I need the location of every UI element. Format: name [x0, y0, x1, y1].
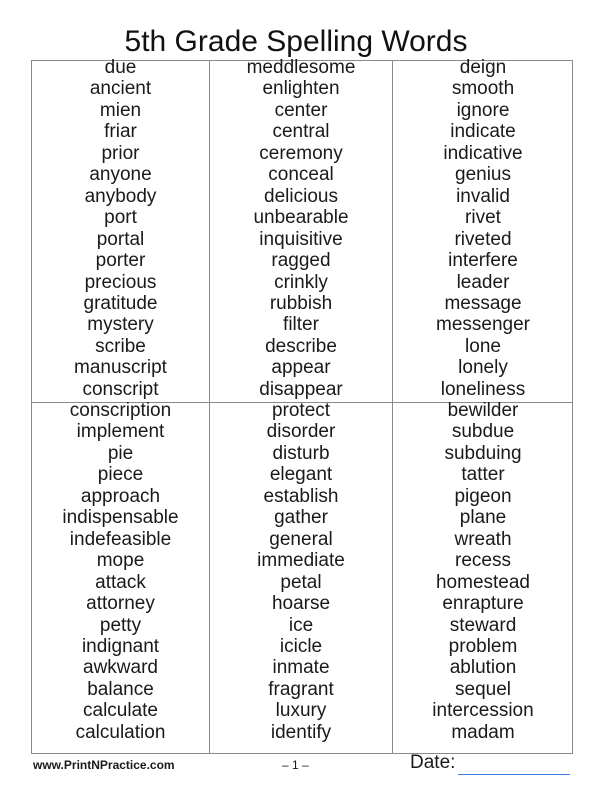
spelling-word: indignant	[81, 635, 160, 657]
spelling-word: attorney	[86, 593, 155, 615]
footer-website: www.PrintNPractice.com	[33, 758, 175, 772]
spelling-word: tatter	[461, 464, 505, 486]
spelling-word: ice	[288, 614, 314, 636]
spelling-word: prior	[101, 142, 140, 164]
spelling-word: disappear	[259, 378, 343, 400]
spelling-word: intercession	[432, 700, 534, 722]
spelling-word: establish	[263, 485, 339, 507]
spelling-word: calculation	[75, 721, 166, 743]
spelling-word: petty	[99, 614, 142, 636]
spelling-word: madam	[451, 721, 515, 743]
spelling-word: luxury	[275, 700, 327, 722]
spelling-word: smooth	[451, 78, 515, 100]
spelling-word: calculate	[83, 700, 158, 722]
spelling-word: subduing	[444, 442, 522, 464]
spelling-word: indispensable	[62, 507, 179, 529]
spelling-word: bewilder	[447, 400, 519, 421]
spelling-word: plane	[459, 507, 507, 529]
spelling-word: piece	[97, 464, 144, 486]
spelling-word: message	[444, 292, 522, 314]
spelling-word: indicate	[450, 121, 516, 143]
footer-page-number: – 1 –	[282, 758, 309, 772]
spelling-word: anyone	[89, 164, 152, 186]
spelling-word: conceal	[268, 164, 334, 186]
spelling-word: fragrant	[268, 678, 334, 700]
spelling-word: rubbish	[269, 292, 333, 314]
spelling-word: enrapture	[442, 593, 524, 615]
spelling-word: pie	[107, 442, 134, 464]
spelling-word: manuscript	[74, 357, 167, 379]
spelling-word: mien	[99, 99, 142, 121]
spelling-word: rivet	[465, 207, 501, 229]
spelling-word: unbearable	[253, 207, 349, 229]
spelling-word: deign	[459, 57, 507, 78]
spelling-word: port	[104, 207, 137, 229]
spelling-word: immediate	[257, 550, 345, 572]
spelling-word: general	[269, 528, 333, 550]
date-underline[interactable]	[458, 774, 570, 775]
spelling-word: mope	[96, 550, 145, 572]
spelling-word: approach	[80, 485, 161, 507]
spelling-word: indefeasible	[69, 528, 172, 550]
spelling-word: inquisitive	[259, 228, 343, 250]
spelling-word: ancient	[89, 78, 152, 100]
spelling-word: due	[104, 57, 137, 78]
spelling-word: filter	[283, 314, 319, 336]
spelling-word: pigeon	[454, 485, 512, 507]
spelling-word: hoarse	[271, 593, 331, 615]
spelling-word: enlighten	[262, 78, 340, 100]
spelling-word: anybody	[84, 185, 157, 207]
spelling-word: protect	[271, 400, 331, 421]
spelling-word: ragged	[271, 250, 331, 272]
spelling-word: elegant	[269, 464, 333, 486]
spelling-word: inmate	[272, 657, 330, 679]
spelling-word: genius	[455, 164, 511, 186]
spelling-word: homestead	[435, 571, 530, 593]
spelling-word: messenger	[436, 314, 530, 336]
spelling-words-grid	[31, 57, 573, 754]
spelling-word: indicative	[443, 142, 523, 164]
spelling-word: riveted	[454, 228, 512, 250]
spelling-word: icicle	[279, 635, 323, 657]
spelling-word: conscription	[69, 400, 172, 421]
spelling-word: identify	[270, 721, 332, 743]
spelling-word: appear	[271, 357, 331, 379]
spelling-word: disorder	[266, 421, 336, 443]
spelling-word: friar	[104, 121, 137, 143]
spelling-word: portal	[96, 228, 145, 250]
spelling-word: problem	[448, 635, 518, 657]
spelling-word: leader	[456, 271, 510, 293]
spelling-word: gratitude	[83, 292, 158, 314]
spelling-word: precious	[84, 271, 157, 293]
spelling-word: delicious	[264, 185, 338, 207]
spelling-word: ceremony	[259, 142, 343, 164]
spelling-word: crinkly	[274, 271, 328, 293]
spelling-word: gather	[274, 507, 328, 529]
spelling-word: central	[272, 121, 330, 143]
spelling-word: sequel	[455, 678, 511, 700]
spelling-word: awkward	[83, 657, 158, 679]
spelling-word: recess	[455, 550, 511, 572]
spelling-word: balance	[87, 678, 154, 700]
spelling-word: ignore	[456, 99, 510, 121]
spelling-word: loneliness	[440, 378, 526, 400]
spelling-word: subdue	[451, 421, 515, 443]
spelling-word: steward	[449, 614, 517, 636]
spelling-word: wreath	[454, 528, 512, 550]
spelling-word: lonely	[458, 357, 508, 379]
spelling-word: meddlesome	[246, 57, 356, 78]
spelling-word: describe	[265, 335, 337, 357]
spelling-word: conscript	[82, 378, 159, 400]
spelling-word: petal	[280, 571, 322, 593]
spelling-word: attack	[95, 571, 146, 593]
date-label: Date:	[410, 752, 456, 773]
page-title: 5th Grade Spelling Words	[124, 25, 468, 58]
spelling-word: center	[274, 99, 328, 121]
spelling-word: interfere	[448, 250, 518, 272]
spelling-word: scribe	[95, 335, 146, 357]
spelling-word: implement	[76, 421, 165, 443]
spelling-word: ablution	[449, 657, 517, 679]
spelling-word: mystery	[87, 314, 154, 336]
spelling-word: porter	[95, 250, 146, 272]
spelling-word: lone	[465, 335, 501, 357]
spelling-word: disturb	[272, 442, 330, 464]
spelling-word: invalid	[456, 185, 510, 207]
